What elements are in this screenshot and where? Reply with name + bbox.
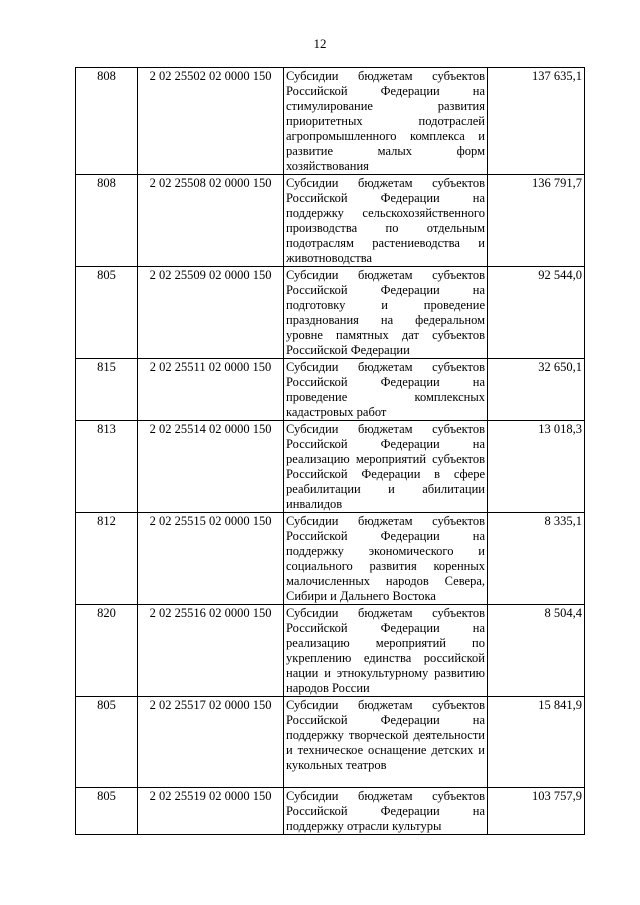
amount-cell: 103 757,9 — [488, 788, 585, 835]
table-row — [76, 421, 585, 513]
description-cell: Субсидии бюджетам субъектов Российской Федерации на подготовку и проведение празднования на федеральном уровне памятных дат субъектов Российской Федерации — [284, 267, 488, 359]
budget-code-cell: 2 02 25517 02 0000 150 — [138, 697, 284, 788]
table-row — [76, 605, 585, 697]
budget-code-cell: 2 02 25509 02 0000 150 — [138, 267, 284, 359]
budget-code-cell: 2 02 25519 02 0000 150 — [138, 788, 284, 835]
description-cell: Субсидии бюджетам субъектов Российской Федерации на стимулирование развития приоритетных подотраслей агропромышленного комплекса и развитие малых форм хозяйствования — [284, 68, 488, 175]
amount-cell: 13 018,3 — [488, 421, 585, 513]
admin-code-cell: 815 — [76, 359, 138, 421]
description-cell: Субсидии бюджетам субъектов Российской Федерации на поддержку экономического и социального развития коренных малочисленных народов Севера, Сибири и Дальнего Востока — [284, 513, 488, 605]
amount-cell: 92 544,0 — [488, 267, 585, 359]
admin-code-cell: 805 — [76, 697, 138, 788]
admin-code-cell: 805 — [76, 267, 138, 359]
budget-code-cell: 2 02 25515 02 0000 150 — [138, 513, 284, 605]
description-cell: Субсидии бюджетам субъектов Российской Федерации на поддержку сельскохозяйственного производства по отдельным подотраслям растениеводства и животноводства — [284, 175, 488, 267]
admin-code-cell: 808 — [76, 68, 138, 175]
table-row — [76, 175, 585, 267]
admin-code-cell: 808 — [76, 175, 138, 267]
description-cell: Субсидии бюджетам субъектов Российской Федерации на реализацию мероприятий по укреплению единства российской нации и этнокультурному развитию народов России — [284, 605, 488, 697]
table-row — [76, 788, 585, 835]
amount-cell: 15 841,9 — [488, 697, 585, 788]
budget-code-cell: 2 02 25508 02 0000 150 — [138, 175, 284, 267]
page-number: 12 — [313, 36, 327, 51]
table-row — [76, 267, 585, 359]
table-row — [76, 68, 585, 175]
amount-cell: 136 791,7 — [488, 175, 585, 267]
table-row — [76, 359, 585, 421]
description-cell: Субсидии бюджетам субъектов Российской Федерации на реализацию мероприятий субъектов Российской Федерации в сфере реабилитации и абилитации инвалидов — [284, 421, 488, 513]
amount-cell: 137 635,1 — [488, 68, 585, 175]
budget-code-cell: 2 02 25511 02 0000 150 — [138, 359, 284, 421]
admin-code-cell: 820 — [76, 605, 138, 697]
budget-code-cell: 2 02 25516 02 0000 150 — [138, 605, 284, 697]
amount-cell: 32 650,1 — [488, 359, 585, 421]
description-cell: Субсидии бюджетам субъектов Российской Федерации на поддержку отрасли культуры — [284, 788, 488, 835]
admin-code-cell: 812 — [76, 513, 138, 605]
admin-code-cell: 813 — [76, 421, 138, 513]
budget-code-cell: 2 02 25514 02 0000 150 — [138, 421, 284, 513]
amount-cell: 8 504,4 — [488, 605, 585, 697]
description-cell: Субсидии бюджетам субъектов Российской Федерации на поддержку творческой деятельности и техническое оснащение детских и кукольных театров — [284, 697, 488, 788]
description-cell: Субсидии бюджетам субъектов Российской Федерации на проведение комплексных кадастровых работ — [284, 359, 488, 421]
budget-code-cell: 2 02 25502 02 0000 150 — [138, 68, 284, 175]
table-row — [76, 513, 585, 605]
admin-code-cell: 805 — [76, 788, 138, 835]
table-row — [76, 697, 585, 788]
amount-cell: 8 335,1 — [488, 513, 585, 605]
budget-table — [75, 67, 585, 835]
